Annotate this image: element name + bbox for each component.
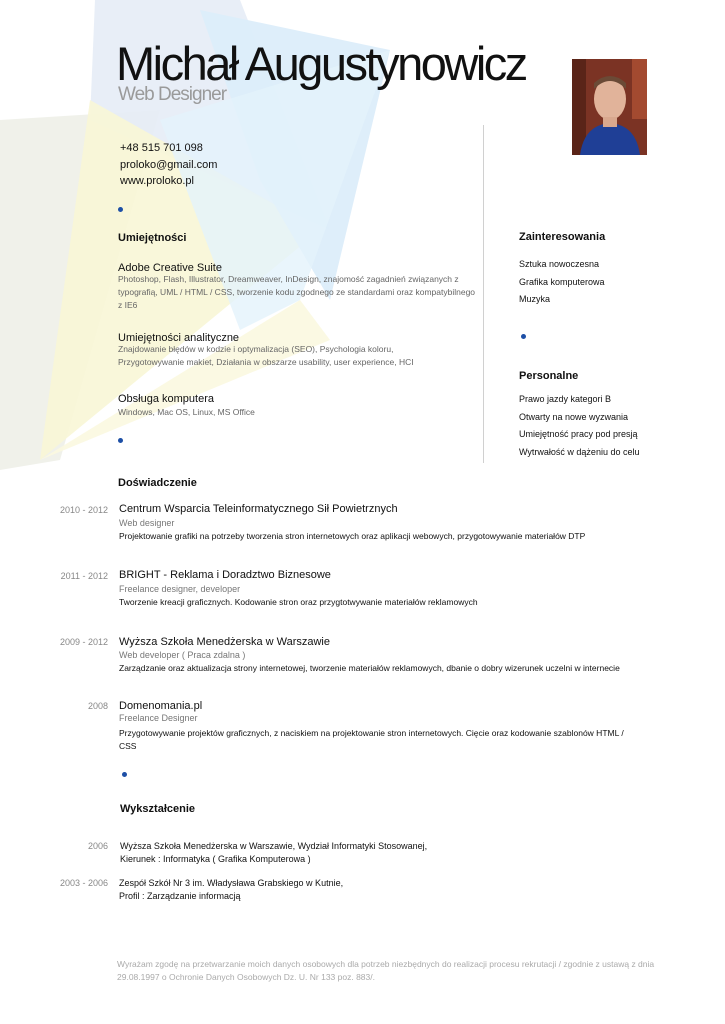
education-school: Zespół Szkół Nr 3 im. Władysława Grabskiego w Kutnie, xyxy=(119,878,344,888)
list-item: Muzyka xyxy=(519,294,551,304)
skill-title: Obsługa komputera xyxy=(118,393,214,405)
education-field: Kierunek : Informatyka ( Grafika Komputerowa ) xyxy=(120,854,311,864)
gdpr-consent-clause: Wyrażam zgodę na przetwarzanie moich danych osobowych dla potrzeb niezbędnych do realizacji procesu rekrutacji / zgodnie z ustawą z dnia 29.08.1997 o Ochronie Danych Osobowych Dz. U. Nr 133 poz. 883/. xyxy=(117,959,655,982)
experience-position: Freelance designer, developer xyxy=(119,584,241,594)
list-item: Otwarty na nowe wyzwania xyxy=(519,411,629,422)
education-date: 2006 xyxy=(87,841,108,851)
experience-position: Web designer xyxy=(119,518,175,528)
bullet-dot xyxy=(118,207,123,212)
personal-heading: Personalne xyxy=(519,370,579,382)
list-item: Prawo jazdy kategori B xyxy=(519,394,612,404)
skill-description: Photoshop, Flash, Illustrator, Dreamweaver, InDesign, znajomość zagadnień związanych z typografią, UML / HTML / CSS, tworzenie kodu zgodnego ze standardami oraz kompatybilnego z IE6 xyxy=(118,274,476,310)
list-item: Wytrwałość w dążeniu do celu xyxy=(519,446,640,457)
profile-photo xyxy=(572,59,647,155)
bullet-dot xyxy=(521,334,526,339)
skill-title: Adobe Creative Suite xyxy=(118,262,222,274)
email-address[interactable]: proloko@gmail.com xyxy=(120,158,218,171)
list-item: Umiejętność pracy pod presją xyxy=(519,429,638,439)
column-divider xyxy=(483,125,484,463)
education-field: Profil : Zarządzanie informacją xyxy=(119,891,241,901)
skills-heading: Umiejętności xyxy=(118,232,187,244)
interests-heading: Zainteresowania xyxy=(519,231,606,243)
experience-company: Wyższa Szkoła Menedżerska w Warszawie xyxy=(119,636,330,648)
experience-date: 2008 xyxy=(87,701,108,711)
experience-description: Projektowanie grafiki na potrzeby tworzenia stron internetowych oraz aplikacji webowych, przygotowywanie materiałów DTP xyxy=(119,531,586,541)
bullet-dot xyxy=(118,438,123,443)
portrait-image xyxy=(572,59,647,155)
skill-description: Znajdowanie błędów w kodzie i optymalizacja (SEO), Psychologia koloru, Przygotowywanie makiet, Działania w obszarze usability, user experience, HCI xyxy=(118,344,414,367)
phone-number: +48 515 701 098 xyxy=(120,142,203,154)
experience-date: 2009 - 2012 xyxy=(59,637,108,647)
personal-list xyxy=(519,391,639,461)
experience-date: 2011 - 2012 xyxy=(60,571,108,581)
education-entry xyxy=(119,877,539,903)
experience-company: BRIGHT - Reklama i Doradztwo Biznesowe xyxy=(119,569,331,581)
experience-description: Zarządzanie oraz aktualizacja strony internetowej, tworzenie materiałów reklamowych, dbanie o dobry wizerunek uczelni w internecie xyxy=(119,663,620,673)
experience-heading: Doświadczenie xyxy=(118,477,197,489)
interests-list xyxy=(519,256,605,309)
candidate-role: Web Designer xyxy=(118,84,227,105)
education-date: 2003 - 2006 xyxy=(59,878,108,888)
education-heading: Wykształcenie xyxy=(120,803,196,815)
contact-block xyxy=(120,140,217,190)
experience-company: Centrum Wsparcia Teleinformatycznego Sił Powietrznych xyxy=(119,503,398,515)
experience-description: Tworzenie kreacji graficznych. Kodowanie stron oraz przygtotwywanie materiałów reklamowych xyxy=(119,597,478,607)
education-entry xyxy=(120,840,540,866)
experience-company: Domenomania.pl xyxy=(119,700,203,712)
experience-description: Przygotowywanie projektów graficznych, z naciskiem na projektowanie stron internetowych. Cięcie oraz kodowanie szablonów HTML / CSS xyxy=(119,728,624,751)
skill-description: Windows, Mac OS, Linux, MS Office xyxy=(118,407,255,417)
candidate-name: Michał Augustynowicz xyxy=(116,37,526,90)
education-school: Wyższa Szkoła Menedżerska w Warszawie, Wydział Informatyki Stosowanej, xyxy=(120,841,428,851)
experience-date: 2010 - 2012 xyxy=(59,505,108,515)
list-item: Grafika komputerowa xyxy=(519,276,605,287)
list-item: Sztuka nowoczesna xyxy=(519,259,600,269)
experience-position: Freelance Designer xyxy=(119,713,198,723)
skill-title: Umiejętności analityczne xyxy=(118,332,240,344)
experience-position: Web developer ( Praca zdalna ) xyxy=(119,650,246,660)
website-link[interactable]: www.proloko.pl xyxy=(120,175,194,187)
bullet-dot xyxy=(122,772,127,777)
